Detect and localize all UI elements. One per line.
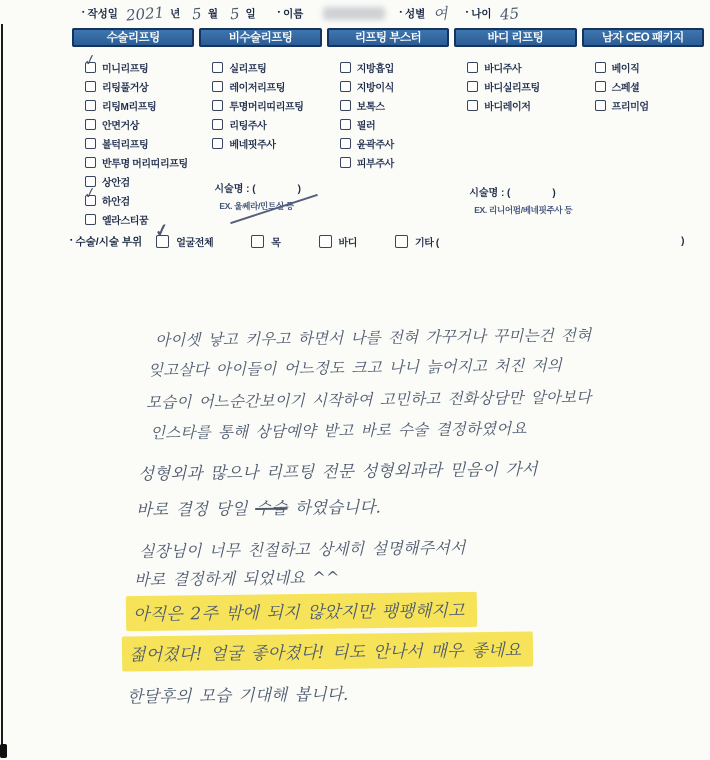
handwriting-line: 성형외과 많으나 리프팅 전문 성형외과라 믿음이 가서 — [137, 459, 538, 484]
date-year-value[interactable]: 2021 — [125, 2, 165, 25]
procedure-name-block — [212, 180, 321, 212]
age-value[interactable]: 45 — [498, 3, 520, 24]
checkbox-item — [85, 210, 194, 229]
handwritten-check-icon: ✓ — [82, 182, 99, 204]
checkbox[interactable] — [82, 49, 99, 73]
handwriting-line: 모습이 어느순간보이기 시작하여 고민하고 전화상담만 알아보다 — [145, 388, 592, 412]
checkbox-label: 실리프팅 — [229, 64, 267, 75]
checkbox-list — [327, 47, 449, 172]
checkbox[interactable] — [395, 235, 408, 248]
checkbox[interactable] — [595, 100, 606, 111]
year-unit: 년 — [170, 8, 181, 20]
checkbox-label: 바디주사 — [484, 64, 522, 75]
name-label: 이름 — [283, 8, 304, 20]
age-label: 나이 — [471, 8, 492, 20]
checkbox-label: 기타 ( — [415, 238, 439, 249]
checkbox-item — [212, 96, 321, 115]
checkbox-item — [467, 96, 576, 115]
procedure-name-label: 시술명 : ( — [469, 188, 511, 199]
checkbox[interactable] — [212, 119, 223, 130]
checkbox[interactable] — [340, 62, 351, 73]
column-header: 남자 CEO 패키지 — [582, 28, 704, 47]
checkbox-label: 레이저리프팅 — [229, 83, 285, 94]
procedure-example: EX. 울쎄라/민트실 등 — [219, 201, 294, 211]
handwriting-line-highlighted: 아직은 2주 밖에 되지 않았지만 팽팽해지고 — [126, 592, 477, 631]
checkbox[interactable] — [85, 119, 96, 130]
column-lifting-booster — [327, 28, 449, 229]
checkbox-label: 투명머리띠리프팅 — [229, 102, 304, 113]
area-option-neck — [251, 234, 280, 249]
handwriting-line: 한달후의 모습 기대해 봅니다. — [126, 684, 349, 707]
checkbox-item — [595, 58, 704, 77]
checkbox[interactable] — [340, 81, 351, 92]
checkbox-item — [340, 96, 449, 115]
gender-label: 성별 — [404, 8, 426, 20]
month-unit: 월 — [207, 8, 218, 20]
area-option-full-face — [153, 219, 214, 249]
checkbox-item — [212, 58, 321, 77]
column-header: 수술리프팅 — [72, 28, 194, 47]
name-value-blurred — [323, 7, 385, 20]
checkbox-item — [85, 172, 194, 191]
checkbox-item — [340, 153, 449, 172]
checkbox-label: 바디레이저 — [484, 102, 531, 113]
checkbox-item — [340, 77, 449, 96]
checkbox-item — [85, 96, 194, 115]
checkbox-item — [212, 134, 321, 153]
bullet-icon: ▪ — [82, 9, 85, 16]
column-header: 바디 리프팅 — [454, 28, 576, 47]
area-paren-close: ) — [681, 236, 684, 247]
checkbox-label: 프리미엄 — [611, 102, 649, 113]
checkbox[interactable] — [340, 100, 351, 111]
area-label: 수술/시술 부위 — [75, 236, 143, 248]
date-day-value[interactable]: 5 — [229, 4, 241, 23]
bullet-icon: ▪ — [70, 237, 73, 244]
checkbox-item — [85, 77, 194, 96]
checkbox-label: 지방이식 — [356, 83, 394, 94]
handwriting-line: 바로 결정하게 되었네요 ^^ — [133, 567, 340, 590]
checkbox-label: 볼턱리프팅 — [102, 140, 149, 151]
column-header: 비수술리프팅 — [199, 28, 321, 47]
handwritten-check-icon: ✓ — [153, 219, 172, 243]
column-mens-ceo-package — [582, 28, 704, 229]
gender-value[interactable]: 여 — [432, 4, 449, 24]
column-surgical-lifting — [72, 28, 194, 229]
checkbox-item — [467, 77, 576, 96]
checkbox-item — [212, 77, 321, 96]
handwriting-line: 아이셋 낳고 키우고 하면서 나를 전혀 가꾸거나 꾸미는건 전혀 — [154, 326, 592, 350]
handwriting-line: 인스타를 통해 상담예약 받고 바로 수술 결정하였어요 — [149, 419, 527, 443]
checkbox[interactable] — [340, 119, 351, 130]
checkbox-label: 필러 — [356, 121, 376, 132]
checkbox[interactable] — [153, 219, 172, 248]
checkbox-label: 목 — [271, 238, 281, 249]
checkbox-label: 리팅M리프팅 — [102, 102, 157, 113]
procedure-columns — [72, 28, 704, 229]
checkbox-item — [85, 153, 194, 172]
checkbox[interactable] — [85, 214, 96, 225]
checkbox[interactable] — [251, 235, 264, 248]
checkbox-list — [582, 47, 704, 115]
checkbox[interactable] — [319, 235, 332, 248]
checkbox-label: 상안검 — [102, 178, 130, 189]
checkbox[interactable] — [212, 62, 223, 73]
checkbox-item — [85, 134, 194, 153]
form-meta-row — [82, 3, 523, 24]
procedure-paren-close: ) — [552, 188, 556, 199]
checkbox[interactable] — [212, 138, 223, 149]
checkbox-label: 리팅주사 — [229, 121, 267, 132]
area-option-other — [395, 234, 439, 249]
checkbox[interactable] — [212, 81, 223, 92]
procedure-name-block — [467, 184, 576, 216]
handwriting-line: 실장님이 너무 친절하고 상세히 설명해주셔서 — [138, 538, 466, 561]
checkbox-item — [340, 134, 449, 153]
date-month-value[interactable]: 5 — [191, 4, 203, 23]
checkbox-label: 하안검 — [102, 197, 130, 208]
handwriting-segment: 하였습니다. — [287, 497, 382, 518]
checkbox[interactable] — [85, 157, 96, 168]
handwritten-check-icon: ✓ — [82, 49, 99, 71]
checkbox-item — [595, 96, 704, 115]
checkbox[interactable] — [85, 100, 96, 111]
checkbox-label: 보톡스 — [356, 102, 385, 113]
checkbox-label: 바디 — [338, 238, 358, 249]
bullet-icon: ▪ — [465, 9, 469, 16]
checkbox[interactable] — [85, 138, 96, 149]
bullet-icon: ▪ — [399, 9, 402, 16]
checkbox-list — [199, 47, 321, 212]
procedure-example: EX. 리니어펌/베네핏주사 등 — [474, 205, 573, 215]
checkbox-item — [85, 115, 194, 134]
checkbox-item — [82, 49, 194, 77]
checkbox-item — [212, 115, 321, 134]
checkbox-label: 미니리프팅 — [102, 64, 149, 75]
checkbox-label: 엘라스티꿈 — [102, 216, 149, 227]
checkbox[interactable] — [467, 81, 478, 92]
checkbox-list — [454, 47, 576, 216]
column-body-lifting — [454, 28, 576, 229]
handwritten-review — [0, 318, 710, 758]
checkbox[interactable] — [595, 62, 606, 73]
handwriting-line-highlighted: 젊어졌다! 얼굴 좋아졌다! 티도 안나서 매우 좋네요 — [122, 631, 534, 671]
checkbox[interactable] — [82, 182, 99, 206]
checkbox-label: 바디실리프팅 — [484, 83, 540, 94]
day-unit: 일 — [245, 8, 256, 20]
checkbox[interactable] — [212, 100, 223, 111]
handwriting-segment-struck: 수술 — [255, 498, 288, 519]
checkbox-label: 리팅풀거상 — [102, 83, 149, 94]
checkbox[interactable] — [85, 81, 96, 92]
checkbox-list — [72, 47, 194, 229]
checkbox-item — [595, 77, 704, 96]
checkbox-label: 지방흡입 — [356, 64, 394, 75]
checkbox-label: 윤곽주사 — [356, 140, 394, 151]
procedure-name-label: 시술명 : ( — [214, 184, 256, 195]
handwriting-line: 잊고살다 아이들이 어느정도 크고 나니 늙어지고 처진 저의 — [147, 356, 563, 380]
checkbox-item — [340, 58, 449, 77]
checkbox[interactable] — [340, 138, 351, 149]
handwriting-segment: 바로 결정 당일 — [135, 499, 256, 520]
checkbox-item — [467, 58, 576, 77]
area-option-body — [319, 234, 358, 249]
checkbox-label: 베이직 — [611, 64, 640, 75]
checkbox[interactable] — [467, 100, 478, 111]
checkbox[interactable] — [467, 62, 478, 73]
procedure-paren-close: ) — [297, 184, 301, 195]
checkbox-label: 베네핏주사 — [229, 140, 276, 151]
checkbox-item — [340, 115, 449, 134]
checkbox-label: 스페셜 — [611, 83, 640, 94]
date-label: 작성일 — [87, 8, 118, 20]
checkbox[interactable] — [340, 157, 351, 168]
checkbox-label: 얼굴전체 — [176, 238, 214, 249]
checkbox-label: 반투명 머리띠리프팅 — [102, 159, 188, 170]
checkbox-label: 피부주사 — [356, 159, 394, 170]
column-header: 리프팅 부스터 — [327, 28, 449, 47]
checkbox[interactable] — [595, 81, 606, 92]
handwriting-line — [136, 494, 381, 521]
checkbox-label: 안면거상 — [102, 121, 140, 132]
bullet-icon: ▪ — [277, 9, 281, 16]
